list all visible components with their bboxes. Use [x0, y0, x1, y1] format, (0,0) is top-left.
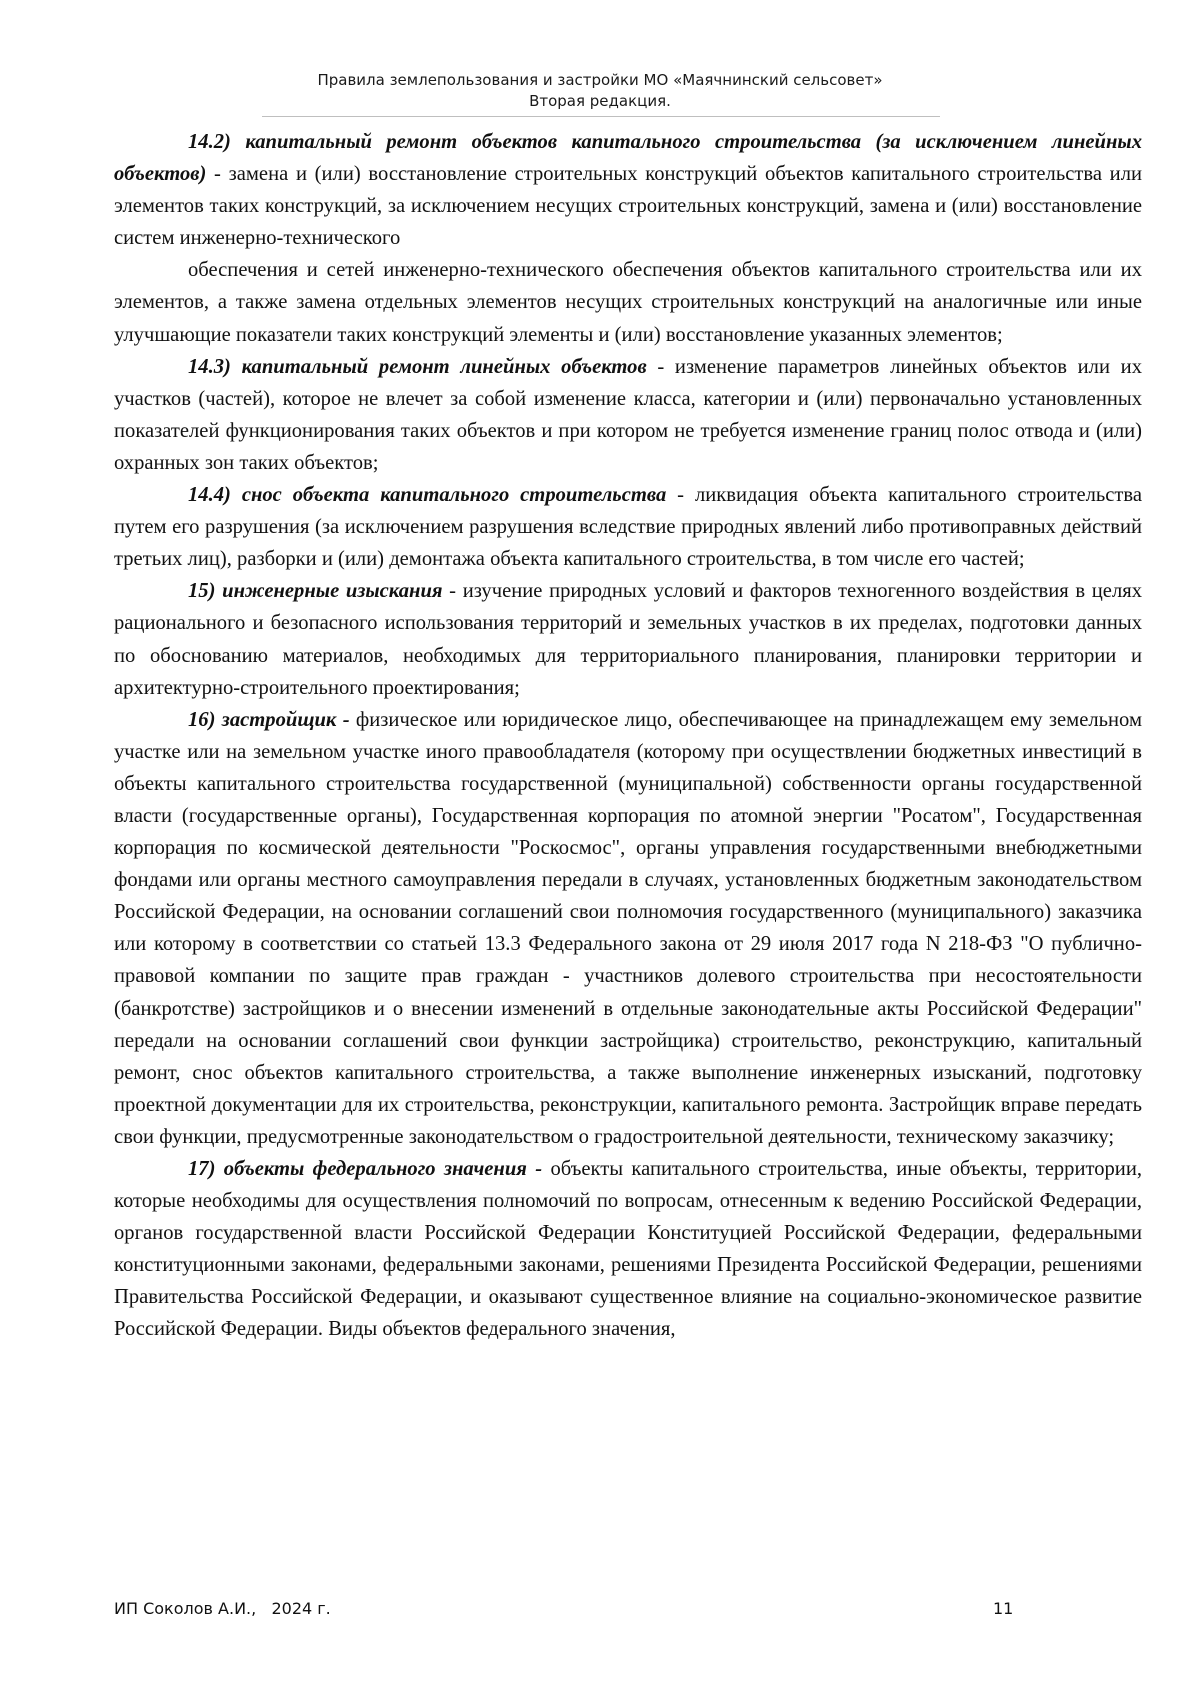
header-edition: Вторая редакция.: [529, 92, 671, 110]
definition-16: физическое или юридическое лицо, обеспечивающее на принадлежащем ему земельном участке или на земельном участке иного правообладателя (которому при осуществлении бюджетных инвестиций в объекты капитального строительства государственной (муниципальной) собственности органы государственной власти (государственные органы), Государственная корпорация по атомной энергии "Росатом", Государственная корпорация по космической деятельности "Роскосмос", органы управления государственными внебюджетными фондами или органы местного самоуправления передали в случаях, установленных бюджетным законодательством Российской Федерации, на основании соглашений свои полномочия государственного (муниципального) заказчика или которому в соответствии со статьей 13.3 Федерального закона от 29 июля 2017 года N 218-ФЗ "О публично-правовой компании по защите прав граждан - участников долевого строительства при несостоятельности (банкротстве) застройщиков и о внесении изменений в отдельные законодательные акты Российской Федерации" передали на основании соглашений свои функции застройщика) строительство, реконструкцию, капитальный ремонт, снос объектов капитального строительства, а также выполнение инженерных изысканий, подготовку проектной документации для их строительства, реконструкции, капитального ремонта. Застройщик вправе передать свои функции, предусмотренные законодательством о градостроительной деятельности, техническому заказчику;: [114, 708, 1142, 1148]
term-14-4: 14.4) снос объекта капитального строительства: [188, 484, 667, 507]
page-number: 11: [993, 1599, 1014, 1618]
definition-14-2-continued: обеспечения и сетей инженерно-технического обеспечения объектов капитального строительства или их элементов, а также замена отдельных элементов несущих строительных конструкций на аналогичные или иные улучшающие показатели таких конструкций элементы и (или) восстановление указанных элементов;: [114, 259, 1142, 346]
term-16: 16) застройщик -: [188, 708, 350, 731]
term-14-2: 14.2) капитальный ремонт объектов капитального строительства (за исключением линейных объектов): [114, 131, 1142, 186]
paragraph-14-2: [114, 126, 1142, 254]
paragraph-14-3: [114, 351, 1142, 479]
header-divider: [262, 116, 940, 117]
definition-15: - изучение природных условий и факторов техногенного воздействия в целях рационального и безопасного использования территорий и земельных участков в их пределах, подготовки данных по обоснованию материалов, необходимых для территориального планирования, планировки территории и архитектурно-строительного проектирования;: [114, 580, 1142, 699]
term-14-3: 14.3) капитальный ремонт линейных объектов: [188, 355, 647, 378]
definition-14-4: - ликвидация объекта капитального строительства путем его разрушения (за исключением разрушения вследствие природных явлений либо противоправных действий третьих лиц), разборки и (или) демонтажа объекта капитального строительства, в том числе его частей;: [114, 484, 1142, 571]
document-body: [114, 126, 1142, 1346]
term-15: 15) инженерные изыскания: [188, 580, 443, 603]
paragraph-16: [114, 704, 1142, 1153]
definition-14-3: - изменение параметров линейных объектов или их участков (частей), которое не влечет за собой изменение класса, категории и (или) первоначально установленных показателей функционирования таких объектов и при котором не требуется изменение границ полос отвода и (или) охранных зон таких объектов;: [114, 355, 1143, 474]
footer-author: ИП Соколов А.И., 2024 г.: [114, 1599, 331, 1618]
term-17: 17) объекты федерального значения -: [188, 1158, 543, 1180]
page-header: [0, 70, 1200, 112]
paragraph-14-4: [114, 479, 1142, 575]
header-title: Правила землепользования и застройки МО «Маячнинский сельсовет»: [317, 71, 883, 89]
definition-17: объекты капитального строительства, иные объекты, территории, которые необходимы для осуществления полномочий по вопросам, отнесенным к ведению Российской Федерации, органов государственной власти Российской Федерации Конституцией Российской Федерации, федеральными конституционными законами, федеральными законами, решениями Президента Российской Федерации, решениями Правительства Российской Федерации, и оказывают существенное влияние на социально-экономическое развитие Российской Федерации. Виды объектов федерального значения,: [114, 1158, 1142, 1341]
paragraph-14-2-continued: [114, 254, 1142, 350]
definition-14-2: - замена и (или) восстановление строительных конструкций объектов капитального строительства или элементов таких конструкций, за исключением несущих строительных конструкций, замена и (или) восстановление систем инженерно-технического: [114, 163, 1142, 250]
paragraph-17: [114, 1153, 1142, 1346]
paragraph-15: [114, 575, 1142, 703]
